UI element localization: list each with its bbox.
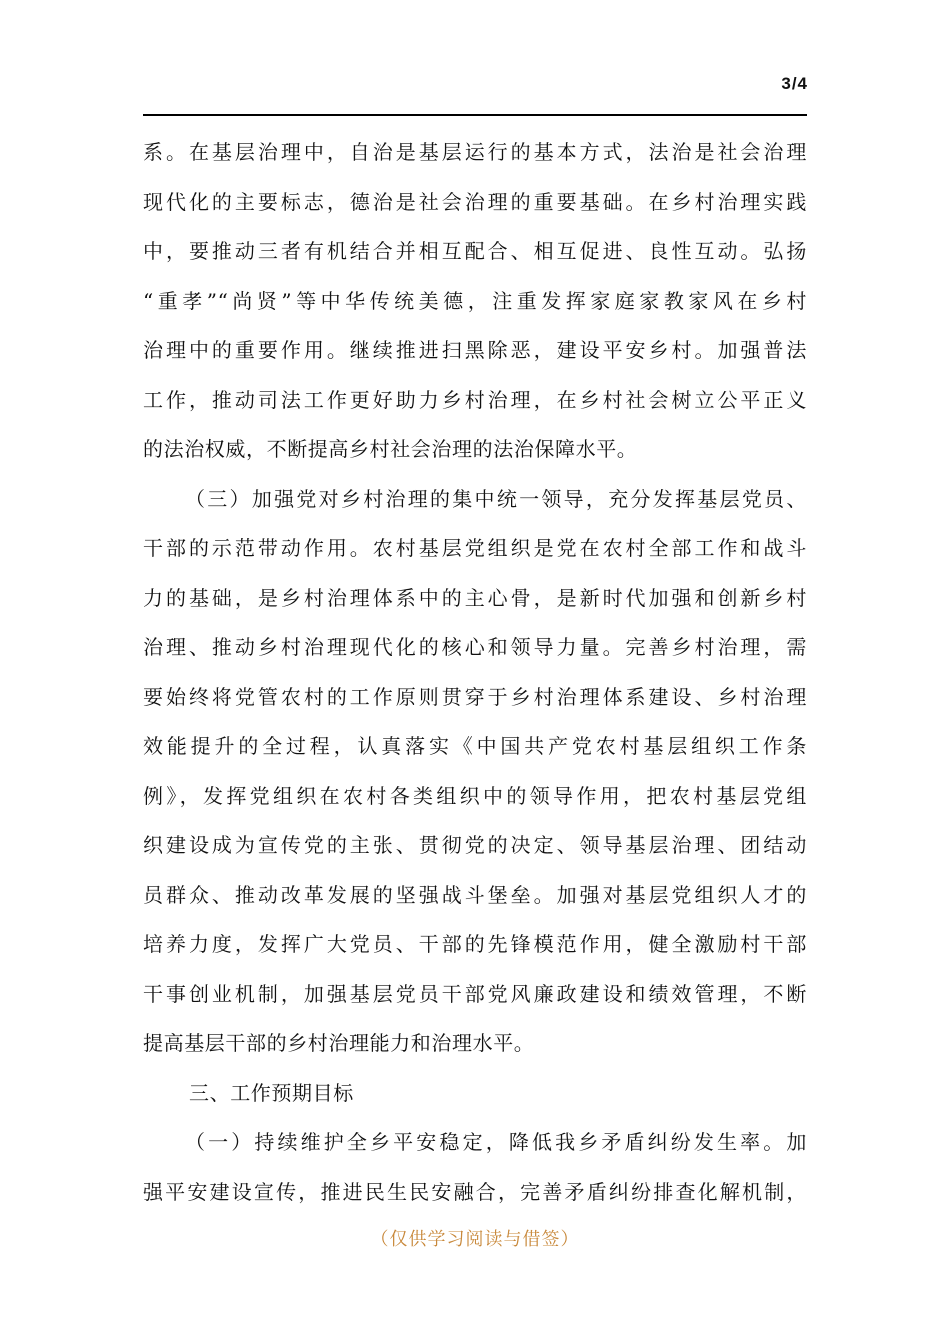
body-line: 的法治权威，不断提高乡村社会治理的法治保障水平。 bbox=[143, 437, 638, 461]
header-divider bbox=[143, 114, 807, 116]
body-line: 织建设成为宣传党的主张、贯彻党的决定、领导基层治理、团结动 bbox=[143, 833, 807, 857]
body-line: 现代化的主要标志，德治是社会治理的重要基础。在乡村治理实践 bbox=[143, 189, 807, 214]
body-line: 要始终将党管农村的工作原则贯穿于乡村治理体系建设、乡村治理 bbox=[143, 684, 807, 709]
body-line: 治理、推动乡村治理现代化的核心和领导力量。完善乡村治理，需 bbox=[143, 635, 807, 659]
body-line: 系。在基层治理中，自治是基层运行的基本方式，法治是社会治理 bbox=[143, 140, 807, 164]
section-heading-line: （三）加强党对乡村治理的集中统一领导，充分发挥基层党员、 bbox=[185, 486, 807, 511]
footer-note: （仅供学习阅读与借签） bbox=[370, 1229, 580, 1250]
body-line: 提高基层干部的乡村治理能力和治理水平。 bbox=[143, 1031, 535, 1055]
section-heading-line: （一）持续维护全乡平安稳定，降低我乡矛盾纠纷发生率。加 bbox=[185, 1130, 807, 1154]
body-line: 治理中的重要作用。继续推进扫黑除恶，建设平安乡村。加强普法 bbox=[143, 338, 807, 362]
body-line: 中，要推动三者有机结合并相互配合、相互促进、良性互动。弘扬 bbox=[143, 239, 807, 263]
body-line: 干部的示范带动作用。农村基层党组织是党在农村全部工作和战斗 bbox=[143, 536, 807, 560]
body-line: 效能提升的全过程，认真落实《中国共产党农村基层组织工作条 bbox=[143, 734, 807, 758]
body-line: 工作，推动司法工作更好助力乡村治理，在乡村社会树立公平正义 bbox=[143, 387, 807, 412]
body-line: 强平安建设宣传，推进民生民安融合，完善矛盾纠纷排查化解机制， bbox=[143, 1179, 807, 1204]
page-number: 3/4 bbox=[781, 74, 808, 93]
body-line: 干事创业机制，加强基层党员干部党风廉政建设和绩效管理，不断 bbox=[143, 981, 807, 1006]
section-title: 三、工作预期目标 bbox=[189, 1080, 354, 1105]
body-line: 力的基础，是乡村治理体系中的主心骨，是新时代加强和创新乡村 bbox=[143, 585, 807, 610]
body-line: “重孝”“尚贤”等中华传统美德，注重发挥家庭家教家风在乡村 bbox=[143, 288, 807, 313]
document-body bbox=[143, 128, 807, 1217]
body-line: 员群众、推动改革发展的坚强战斗堡垒。加强对基层党组织人才的 bbox=[143, 882, 807, 907]
body-line: 培养力度，发挥广大党员、干部的先锋模范作用，健全激励村干部 bbox=[143, 932, 807, 956]
body-line: 例》，发挥党组织在农村各类组织中的领导作用，把农村基层党组 bbox=[143, 783, 807, 808]
